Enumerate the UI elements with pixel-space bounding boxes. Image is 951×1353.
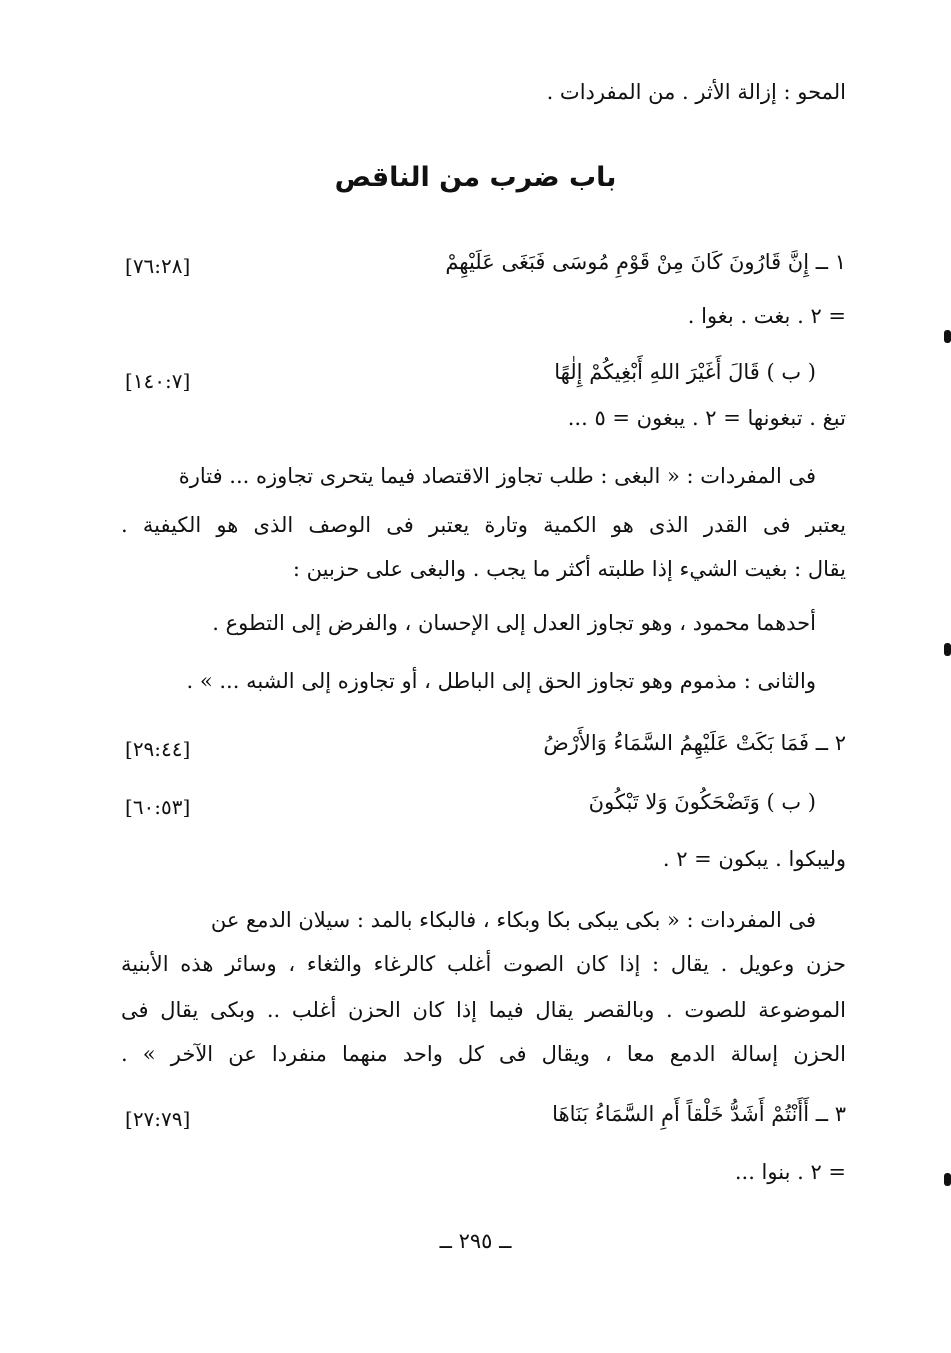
scan-edge-mark: [944, 643, 951, 656]
verse-reference: [٢٧:٧٩]: [125, 1107, 191, 1131]
chapter-title: باب ضرب من الناقص: [334, 162, 617, 193]
commentary-line: والثانى : مذموم وهو تجاوز الحق إلى الباطل ، أو تجاوزه إلى الشبه ... » .: [186, 669, 816, 693]
commentary-line: فى المفردات : « بكى يبكى بكا وبكاء ، فالبكاء بالمد : سيلان الدمع عن: [210, 908, 816, 932]
verse-line: ١ ــ إِنَّ قَارُونَ كَانَ مِنْ قَوْمِ مُوسَى فَبَغَى عَلَيْهِمْ: [445, 250, 846, 274]
verse-reference: [١٤٠:٧]: [125, 369, 191, 393]
verse-line: ٢ ــ فَمَا بَكَتْ عَلَيْهِمُ السَّمَاءُ وَالأَرْضُ: [543, 731, 846, 755]
verse-line: ( ب ) وَتَضْحَكُونَ وَلا تَبْكُونَ: [588, 790, 816, 814]
scan-edge-mark: [944, 330, 951, 343]
top-note: المحو : إزالة الأثر . من المفردات .: [546, 80, 846, 104]
derivative-line: = ٢ . بغت . بغوا .: [687, 304, 846, 328]
derivative-line: تبغ . تبغونها = ٢ . يبغون = ٥ ...: [567, 406, 846, 430]
scan-edge-mark: [944, 1173, 951, 1186]
commentary-line: يعتبر فى القدر الذى هو الكمية وتارة يعتبر فى الوصف الذى هو الكيفية .: [121, 513, 846, 537]
verse-reference: [٦٠:٥٣]: [125, 795, 191, 819]
commentary-line: حزن وعويل . يقال : إذا كان الصوت أغلب كالرغاء والثغاء ، وسائر هذه الأبنية: [121, 952, 846, 976]
verse-line: ( ب ) قَالَ أَغَيْرَ اللهِ أَبْغِيكُمْ إِلٰهًا: [554, 360, 816, 384]
commentary-line: الموضوعة للصوت . وبالقصر يقال فيما إذا كان الحزن أغلب .. وبكى يقال فى: [121, 998, 846, 1022]
verse-reference: [٢٩:٤٤]: [125, 737, 191, 761]
commentary-line: يقال : بغيت الشيء إذا طلبته أكثر ما يجب . والبغى على حزبين :: [292, 557, 846, 581]
page-number: ــ ٢٩٥ ــ: [439, 1229, 512, 1253]
commentary-line: الحزن إسالة الدمع معا ، ويقال فى كل واحد منهما منفردا عن الآخر » .: [121, 1042, 846, 1066]
commentary-line: فى المفردات : « البغى : طلب تجاوز الاقتصاد فيما يتحرى تجاوزه ... فتارة: [178, 464, 816, 488]
verse-line: ٣ ــ أَأَنْتُمْ أَشَدُّ خَلْقاً أَمِ السَّمَاءُ بَنَاهَا: [552, 1102, 846, 1126]
verse-reference: [٧٦:٢٨]: [125, 254, 191, 278]
derivative-line: وليبكوا . يبكون = ٢ .: [662, 847, 846, 871]
derivative-line: = ٢ . بنوا ...: [734, 1160, 846, 1184]
commentary-line: أحدهما محمود ، وهو تجاوز العدل إلى الإحسان ، والفرض إلى التطوع .: [212, 611, 816, 635]
